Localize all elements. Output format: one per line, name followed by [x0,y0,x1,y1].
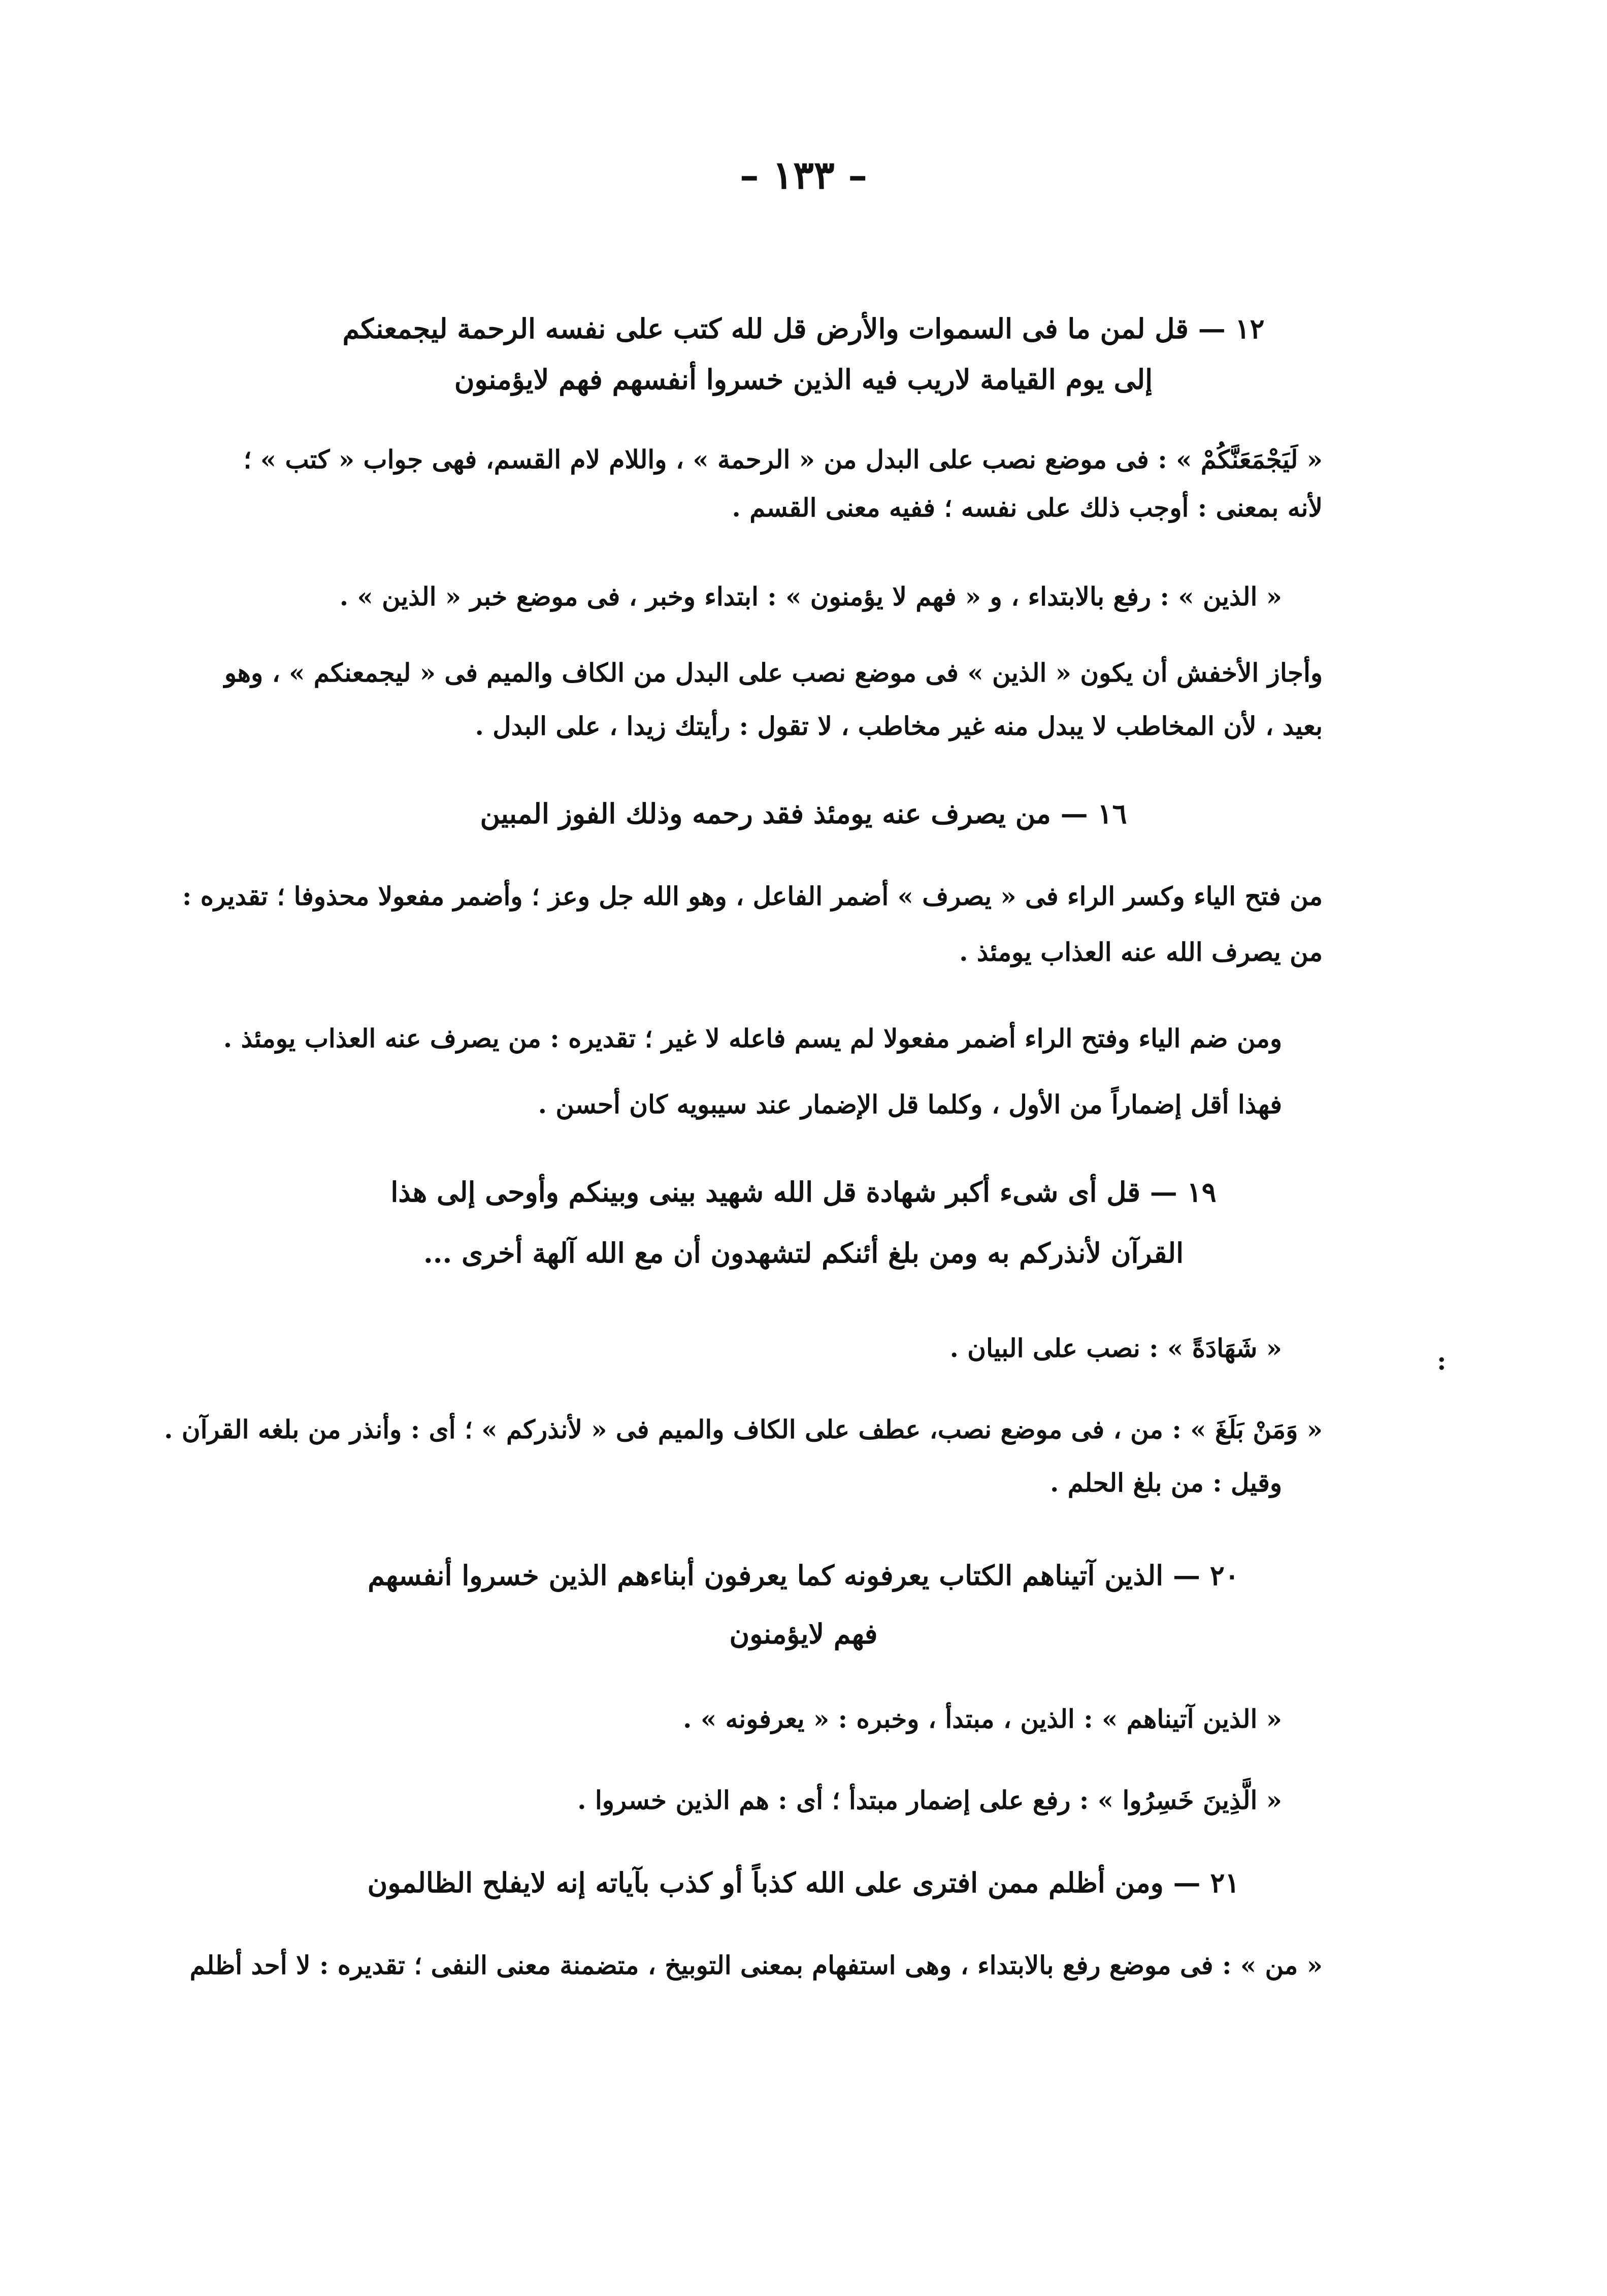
paragraph-8-line-1: « وَمَنْ بَلَغَ » : من ، فى موضع نصب، عطف على الكاف والميم فى « لأنذركم » ؛ أى : وأنذر من بلغه القرآن . [164,1414,1323,1444]
paragraph-3-line-1: وأجاز الأخفش أن يكون « الذين » فى موضع نصب على البدل من الكاف والميم فى « ليجمعنكم » ، وهو [224,658,1323,688]
verse-19-line-2: القرآن لأنذركم به ومن بلغ أئنكم لتشهدون أن مع الله آلهة أخرى ... [423,1237,1184,1269]
paragraph-4-line-2: من يصرف الله عنه العذاب يومئذ . [959,937,1323,967]
verse-20-line-1: ٢٠ — الذين آتيناهم الكتاب يعرفونه كما يعرفون أبناءهم الذين خسروا أنفسهم [368,1559,1239,1592]
paragraph-4-line-1: من فتح الياء وكسر الراء فى « يصرف » أضمر الفاعل ، وهو الله جل وعز ؛ وأضمر مفعولا محذوفا ؛ تقديره : [182,881,1323,911]
paragraph-1-line-2: لأنه بمعنى : أوجب ذلك على نفسه ؛ ففيه معنى القسم . [732,493,1323,523]
margin-mark: : [1437,1346,1447,1376]
paragraph-5: ومن ضم الياء وفتح الراء أضمر مفعولا لم يسم فاعله لا غير ؛ تقديره : من يصرف عنه العذاب يومئذ . [223,1023,1282,1053]
paragraph-9: « الذين آتيناهم » : الذين ، مبتدأ ، وخبره : « يعرفونه » . [683,1704,1282,1734]
paragraph-7: « شَهَادَةً » : نصب على البيان . [949,1333,1282,1363]
verse-21: ٢١ — ومن أظلم ممن افترى على الله كذباً أو كذب بآياته إنه لايفلح الظالمون [367,1866,1240,1899]
verse-12-line-2: إلى يوم القيامة لاريب فيه الذين خسروا أنفسهم فهم لايؤمنون [454,363,1153,396]
paragraph-10: « الَّذِينَ خَسِرُوا » : رفع على إضمار مبتدأ ؛ أى : هم الذين خسروا . [577,1785,1282,1815]
verse-16: ١٦ — من يصرف عنه يومئذ فقد رحمه وذلك الفوز المبين [480,797,1127,830]
paragraph-3-line-2: بعيد ، لأن المخاطب لا يبدل منه غير مخاطب ، لا تقول : رأيتك زيدا ، على البدل . [475,711,1323,741]
verse-20-line-2: فهم لايؤمنون [729,1618,878,1650]
paragraph-11: « من » : فى موضع رفع بالابتداء ، وهى استفهام بمعنى التوبيخ ، متضمنة معنى النفى ؛ تقديره : لا أحد أظلم [189,1950,1323,1980]
page-number: – ١٣٣ – [739,152,868,198]
paragraph-1-line-1: « لَيَجْمَعَنَّكُمْ » : فى موضع نصب على البدل من « الرحمة » ، واللام لام القسم، فهى جواب « كتب » ؛ [243,444,1323,474]
paragraph-6: فهذا أقل إضماراً من الأول ، وكلما قل الإضمار عند سيبويه كان أحسن . [538,1089,1282,1119]
paragraph-2: « الذين » : رفع بالابتداء ، و « فهم لا يؤمنون » : ابتداء وخبر ، فى موضع خبر « الذين » . [339,581,1282,611]
verse-19-line-1: ١٩ — قل أى شىء أكبر شهادة قل الله شهيد بينى وبينكم وأوحى إلى هذا [390,1176,1217,1208]
paragraph-8-line-2: وقيل : من بلغ الحلم . [1050,1468,1282,1498]
verse-12-line-1: ١٢ — قل لمن ما فى السموات والأرض قل لله كتب على نفسه الرحمة ليجمعنكم [342,312,1265,345]
